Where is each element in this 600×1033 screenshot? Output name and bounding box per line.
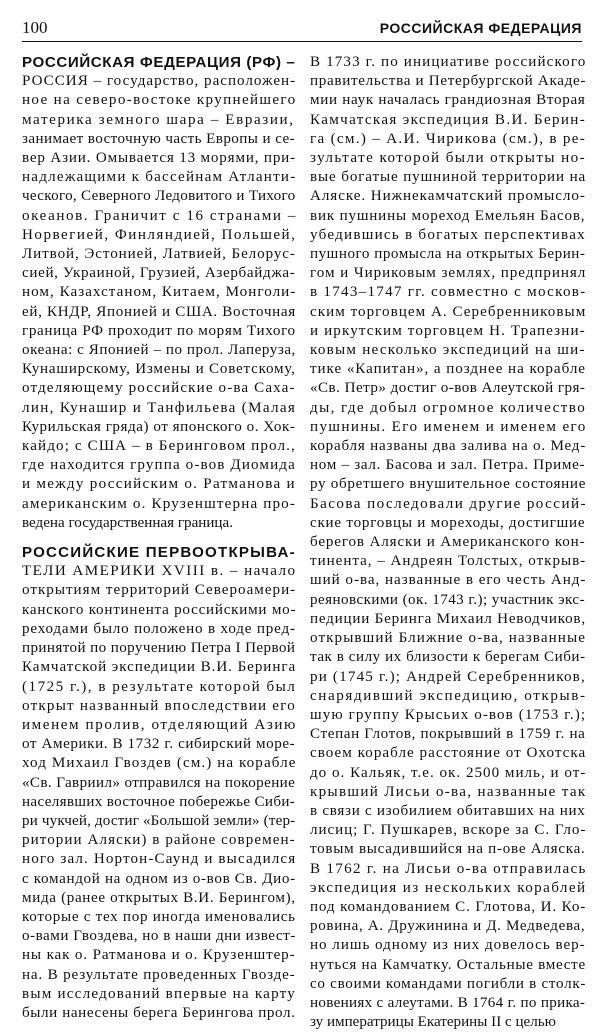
entry-line: и иркутским торговцем Н. Трапезни- [310,322,586,339]
entry-line: правительства и Петербургской Акаде- [310,73,587,90]
entry-line: со своими командами погибли в столк- [310,975,587,992]
entry-line: Камчатская экспедиция В.И. Берин- [310,111,587,128]
entry-line: от Америки. В 1732 г. сибирский море- [22,736,296,753]
entry-line: вым исследований впервые на карту [22,985,297,1002]
entry-line: мида (ранее открытых В.И. Берингом), [22,889,296,906]
entry-line: ны как о. Ратманова и о. Крузенштер- [22,947,296,964]
entry-line: зу императрицы Екатерины II с целью [310,1014,556,1031]
entry-line: в связи с изобилием обитавших на них [310,802,586,819]
entry-line: ного зал. Нортон-Саунд и высадился [22,851,297,868]
entry-line: открыт названный впоследствии его [22,697,297,714]
entry-line: сией, Украиной, Грузией, Азербайджа- [22,265,296,282]
entry-line: ри чукчей, достиг «Большой земли» (тер- [22,812,296,829]
entry-line: ским торговцем А. Серебренниковым [310,303,587,320]
entry-line: но лишь одному из них довелось вер- [310,937,586,954]
entry-line: шую группу Крысьих о-вов (1753 г.); [310,706,587,723]
entry-line: Степан Глотов, покрывший в 1759 г. на [310,726,586,743]
entry-line: именем пролив, отделяющий Азию [22,716,297,733]
entry-line: занимает восточную часть Европы и се- [22,130,296,147]
entry-line: гом и Чириковым землях, предпринял [310,265,587,282]
entry-line: принятой по поручению Петра I Первой [22,640,296,657]
entry-line: снарядивший экспедицию, открыв- [310,687,587,704]
entry-line: пушнины. Его именем и именем его [310,418,587,435]
running-head: РОССИЙСКАЯ ФЕДЕРАЦИЯ [379,20,582,36]
entry-line: своем корабле расстояние от Охотска [310,745,587,762]
entry-line: с командой на одном из о-вов Св. Дио- [22,870,296,887]
entry-line: открывший Ближние о-ва, названные [310,630,586,647]
entry-line: нуться на Камчатку. Остальные вместе [310,956,586,973]
entry-line: до о. Кальяк, т.е. ок. 2500 миль, и от- [310,764,587,781]
entry-line: материка земного шара – Евразии, [22,111,295,128]
entry-line: населявших восточное побережье Сиби- [22,793,296,810]
entry-line: ритории Аляски) в районе современ- [22,832,296,849]
entry-line: тинента, – Андреян Толстых, открыв- [310,553,587,570]
entry-line: га (см.) – А.И. Чирикова (см.), в ре- [310,130,587,147]
entry-line: В 1762 г. на Лисьи о-ва отправилась [310,860,587,877]
entry-line: океана: с Японией – по прол. Лаперуза, [22,342,296,359]
entry-russian-discoverers [22,543,295,1023]
entry-term-line: РОССИЙСКАЯ ФЕДЕРАЦИЯ (РФ) – [22,54,296,71]
entry-line: Кунаширскому, Измены и Советскому, [22,361,296,378]
page-number: 100 [22,18,48,37]
entry-line: ший о-ва, названные в его честь Анд- [310,572,587,589]
entry-line: ход Михаил Гвоздев (см.) на корабле [22,755,297,772]
entry-line: американским о. Крузенштерна про- [22,495,297,512]
entry-line: экспедиция из нескольких кораблей [310,879,587,896]
entry-russian-federation [22,53,295,533]
entry-line: (1725 г.), в результате которой был [22,678,297,695]
entry-line: вер Азии. Омывается 13 морями, при- [22,150,296,167]
entry-line: новениях с алеутами. В 1764 г. по прика- [310,994,586,1011]
entry-russian-discoverers-continued [310,53,585,1032]
entry-line: пушного промысла на открытых Берин- [310,246,586,263]
entry-line: так в силу их близости к берегам Сиби- [310,649,586,666]
entry-line: Норвегией, Финляндией, Польшей, [22,226,297,243]
entry-line: вые богатые пушниной территории на [310,169,587,186]
entry-line: РОССИЯ – государство, расположен- [22,73,297,90]
entry-line: в 1743–1747 гг. совместно с москов- [310,284,587,301]
entry-term-line: РОССИЙСКИЕ ПЕРВООТКРЫВА- [22,544,296,562]
entry-line: ри (1745 г.); Андрей Серебренников, [310,668,586,685]
column-gap [302,53,303,933]
entry-line: где находится группа о-вов Диомида [22,457,296,474]
entry-line: ном – зал. Басова и зал. Петра. Приме- [310,457,586,474]
entry-line: ТЕЛИ АМЕРИКИ XVIII в. – начало [22,563,297,580]
entry-line: ды, где добыл огромное количество [310,399,587,416]
entry-line: лисиц; Г. Пушкарев, вскоре за С. Гло- [310,822,587,839]
entry-line: берегов Аляски и Американского кон- [310,534,586,551]
entry-line: вик пушнины мореход Емельян Басов, [310,207,586,224]
entry-line: Литвой, Эстонией, Латвией, Белорус- [22,246,296,263]
entry-line: о-вами Гвоздева, но в наши дни извест- [22,928,296,945]
entry-line: Камчатской экспедиции В.И. Беринга [22,659,297,676]
entry-line: мии наук началась грандиозная Вторая [310,92,586,109]
entry-line: Басова последовали другие россий- [310,495,587,512]
right-column [310,53,585,1032]
page-header [22,17,582,41]
entry-line: тике «Капитан», а позднее на корабле [310,361,586,378]
entry-line: под командованием С. Глотова, И. Ко- [310,898,587,915]
entry-line: «Св. Гавриил» отправился на покорение [22,774,296,791]
entry-line: на. В результате проведенных Гвозде- [22,966,296,983]
entry-line: океанов. Граничит с 16 странами – [22,207,297,224]
entry-line: были нанесены берега Берингова прол. [22,1004,296,1021]
entry-line: надлежащими к бассейнам Атланти- [22,169,297,186]
entry-line: реходами было положено в ходе пред- [22,620,296,637]
entry-line: граница РФ проходит по морям Тихого [22,322,296,339]
entry-line: убедившись в богатых перспективах [310,226,586,243]
entry-line: педиции Беринга Михаил Неводчиков, [310,610,586,627]
entry-line: Аляске. Нижнекамчатский промысло- [310,188,586,205]
entry-line: «Св. Петр» достиг о-вов Алеутской гря- [310,380,586,397]
left-column [22,53,295,1033]
entry-line: ру обретшего внушительное состояние [310,476,587,493]
entry-line: открытиям территорий Североамери- [22,582,297,599]
entry-line: ские торговцы и мореходы, достигшие [310,514,586,531]
entry-line: которые с тех пор иногда именовались [22,908,296,925]
entry-line: ческого, Северного Ледовитого и Тихого [22,188,296,205]
entry-line: канского континента российскими мо- [22,601,297,618]
entry-line: реяновскими (ок. 1743 г.); участник экс- [310,591,586,608]
header-rule [22,41,582,42]
entry-line: ном, Казахстаном, Китаем, Монголи- [22,284,297,301]
entry-line: ковым несколько экспедиций на ши- [310,342,586,359]
entry-line: Курильская гряда) от японского о. Хок- [22,418,296,435]
entry-line: ровина, А. Дружинина и Д. Медведева, [310,918,586,935]
entry-line: корабля названы два залива на о. Мед- [310,438,587,455]
entry-line: и между российским о. Ратманова и [22,476,296,493]
entry-line: зультате которой были открыты но- [310,150,587,167]
entry-line: В 1733 г. по инициативе российского [310,54,587,70]
entry-line: лин, Кунашир и Танфильева (Малая [22,399,297,416]
entry-line: кайдо; с США – в Беринговом прол., [22,438,296,455]
entry-line: крывший Лисьи о-ва, названные так [310,783,587,800]
entry-line: ей, КНДР, Японией и США. Восточная [22,303,296,320]
entry-line: отделяющему российские о-ва Саха- [22,380,296,397]
entry-line: ведена государственная граница. [22,514,233,531]
entry-line: ное на северо-востоке крупнейшего [22,92,297,109]
entry-line: товым высадившийся на п-ове Аляска. [310,841,586,858]
